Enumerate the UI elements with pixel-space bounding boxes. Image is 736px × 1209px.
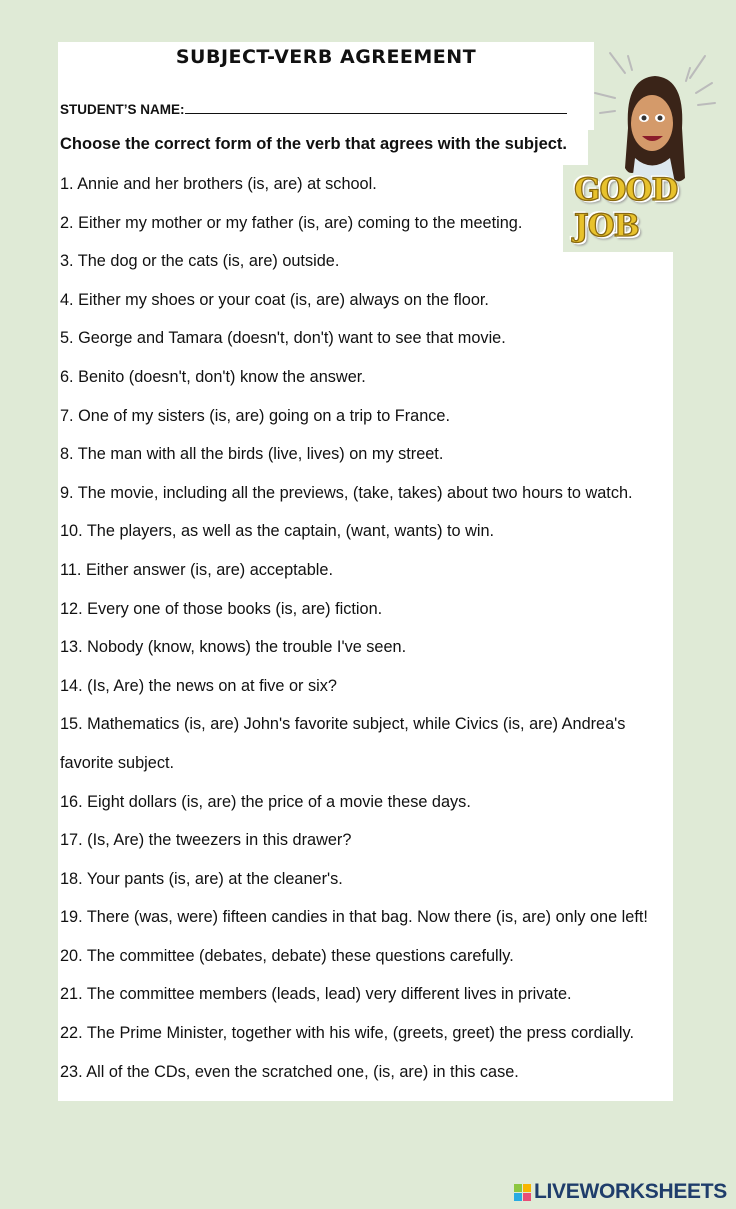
logo-square (523, 1184, 531, 1192)
question-item: 10. The players, as well as the captain, (want, wants) to win. (60, 522, 495, 541)
question-item: 3. The dog or the cats (is, are) outside. (60, 252, 340, 271)
question-item: favorite subject. (60, 753, 175, 772)
liveworksheets-logo (514, 1180, 727, 1204)
question-item: 7. One of my sisters (is, are) going on a trip to France. (60, 406, 451, 425)
question-item: 11. Either answer (is, are) acceptable. (60, 560, 333, 579)
question-item: 4. Either my shoes or your coat (is, are) always on the floor. (60, 290, 489, 309)
liveworksheets-logo-text: LIVEWORKSHEETS (534, 1180, 727, 1203)
question-item: 14. (Is, Are) the news on at five or six? (60, 676, 337, 695)
worksheet-title: SUBJECT-VERB AGREEMENT (175, 46, 477, 68)
question-item: 12. Every one of those books (is, are) fiction. (60, 599, 383, 618)
question-item: 1. Annie and her brothers (is, are) at school. (60, 175, 377, 193)
question-item: 8. The man with all the birds (live, lives) on my street. (60, 445, 444, 464)
question-item: 15. Mathematics (is, are) John's favorite subject, while Civics (is, are) Andrea's (60, 715, 626, 734)
question-list (60, 174, 648, 1100)
question-item: 2. Either my mother or my father (is, are) coming to the meeting. (60, 213, 523, 232)
liveworksheets-logo-icon (514, 1184, 531, 1201)
question-item: 20. The committee (debates, debate) these questions carefully. (60, 946, 514, 965)
good-job-sticker: GOOD JOB (574, 172, 678, 244)
student-name-label: STUDENT’S NAME: (60, 102, 185, 117)
instructions: Choose the correct form of the verb that agrees with the subject. (60, 135, 568, 153)
question-item: 22. The Prime Minister, together with his wife, (greets, greet) the press cordially. (60, 1024, 635, 1043)
logo-square (514, 1184, 522, 1192)
question-item: 23. All of the CDs, even the scratched one, (is, are) in this case. (60, 1062, 519, 1081)
student-name-line[interactable] (185, 102, 567, 114)
question-item: 9. The movie, including all the previews, (take, takes) about two hours to watch. (60, 483, 633, 502)
question-item: 16. Eight dollars (is, are) the price of a movie these days. (60, 792, 471, 811)
student-name-field[interactable] (60, 102, 567, 117)
question-item: 13. Nobody (know, knows) the trouble I've seen. (60, 638, 407, 657)
question-item: 19. There (was, were) fifteen candies in that bag. Now there (is, are) only one left! (60, 908, 648, 927)
logo-square (514, 1193, 522, 1201)
question-item: 21. The committee members (leads, lead) very different lives in private. (60, 985, 572, 1004)
question-item: 18. Your pants (is, are) at the cleaner's. (60, 869, 343, 888)
logo-square (523, 1193, 531, 1201)
question-item: 17. (Is, Are) the tweezers in this drawer? (60, 831, 352, 850)
question-item: 6. Benito (doesn't, don't) know the answer. (60, 367, 366, 386)
question-item: 5. George and Tamara (doesn't, don't) want to see that movie. (60, 329, 506, 348)
